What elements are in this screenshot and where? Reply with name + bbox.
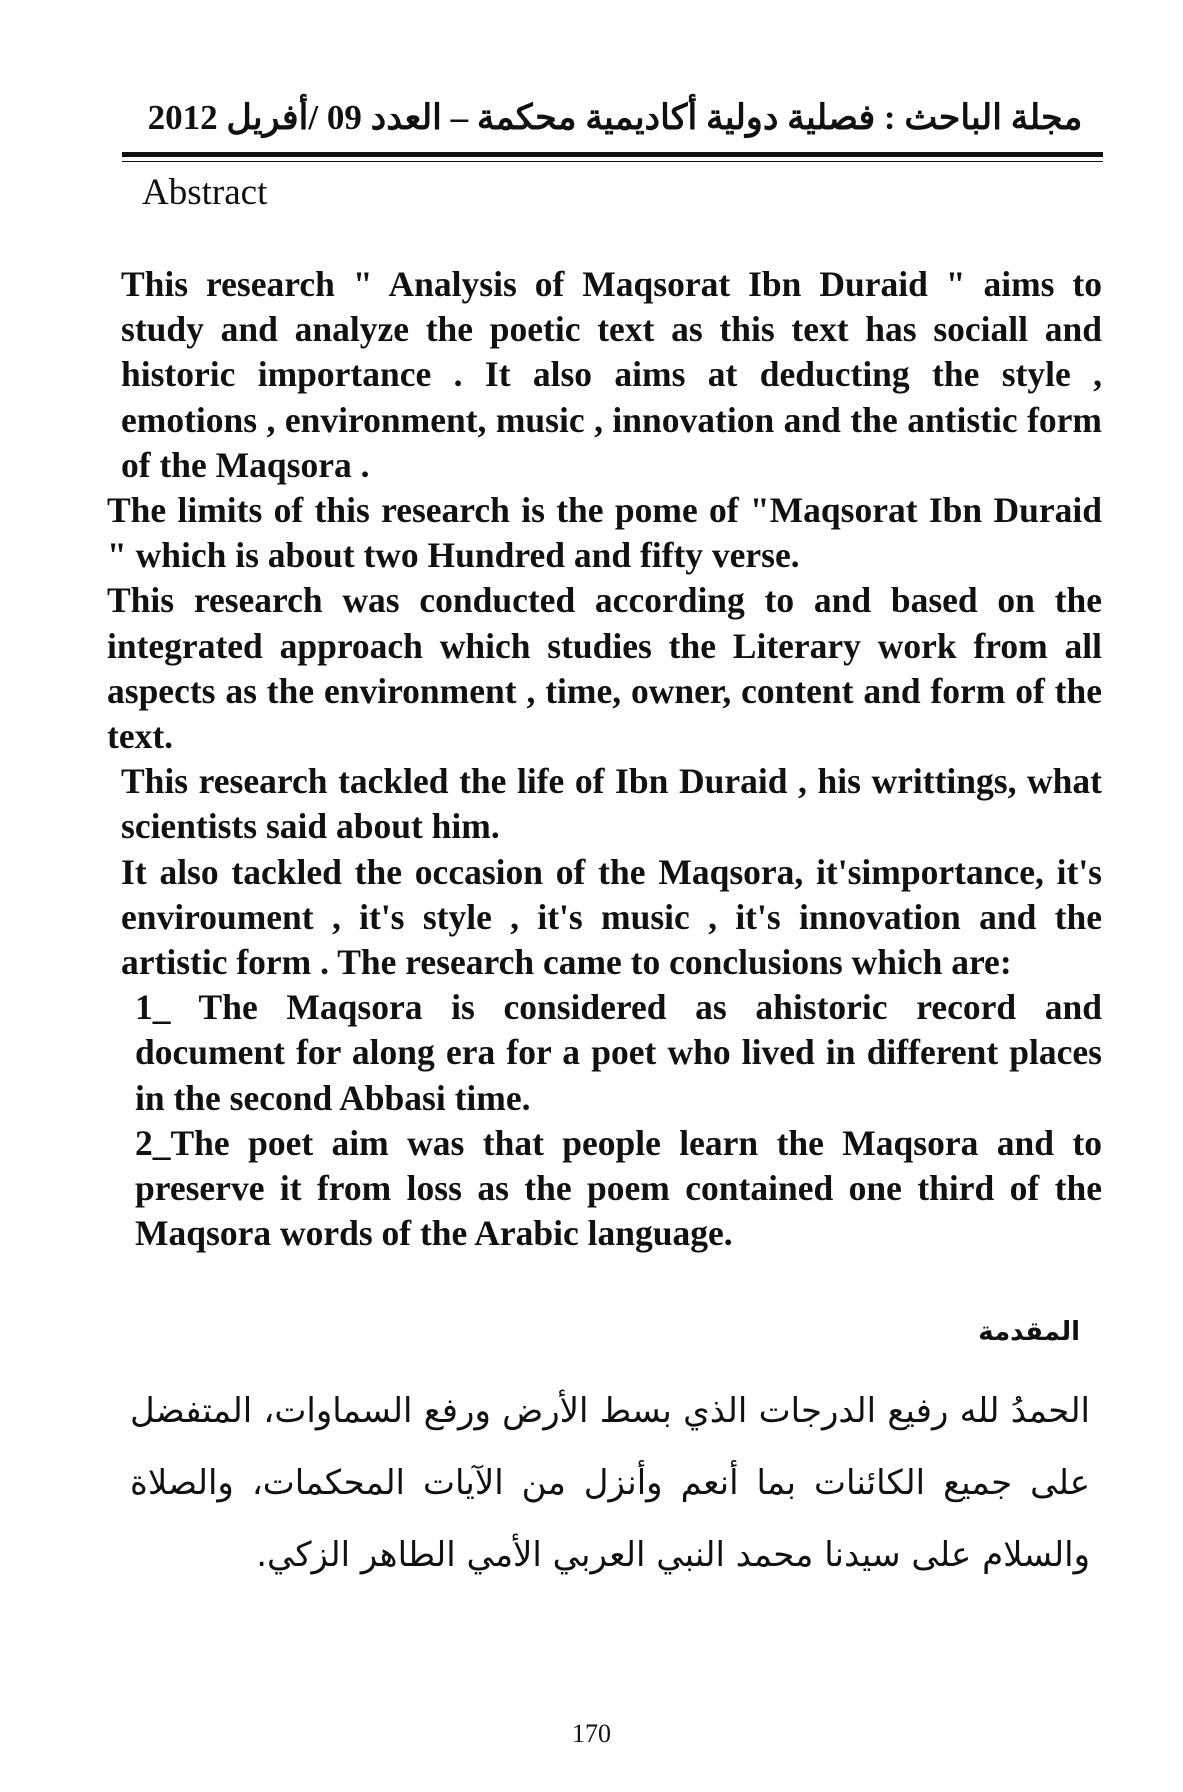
abstract-body bbox=[107, 262, 1102, 1256]
abstract-heading: Abstract bbox=[142, 172, 268, 213]
abstract-conclusion-2: 2_The poet aim was that people learn the Maqsora and to preserve it from loss as the poem contained one third of the Maqsora words of the Arabic language. bbox=[135, 1122, 1102, 1254]
header-divider-thick bbox=[122, 152, 1103, 157]
introduction-heading: المقدمة bbox=[978, 1317, 1080, 1347]
journal-title-line: مجلة الباحث : فصلية دولية أكاديمية محكمة – العدد 09 /أفريل 2012 bbox=[147, 98, 1083, 137]
abstract-paragraph-occasion: It also tackled the occasion of the Maqsora, it'simportance, it's enviroument , it's style , it's music , it's innovation and the artistic form . The research came to conclusions which are: bbox=[121, 851, 1102, 983]
abstract-conclusion-1: 1_ The Maqsora is considered as ahistoric record and document for along era for a poet who lived in different places in the second Abbasi time. bbox=[135, 987, 1102, 1118]
introduction-paragraph: الحمدُ لله رفيع الدرجات الذي بسط الأرض ورفع السماوات، المتفضل على جميع الكائنات بما أنعم وأنزل من الآيات المحكمات، والصلاة والسلام على سيدنا محمد النبي العربي الأمي الطاهر الزكي. bbox=[130, 1391, 1090, 1575]
page-number: 170 bbox=[572, 1719, 611, 1748]
abstract-paragraph-approach: This research was conducted according to and based on the integrated approach which studies the Literary work from all aspects as the environment , time, owner, content and form of the text. bbox=[107, 580, 1102, 757]
introduction-body bbox=[130, 1375, 1090, 1591]
header-divider-thin bbox=[122, 161, 1103, 162]
abstract-paragraph-life: This research tackled the life of Ibn Duraid , his writtings, what scientists said about him. bbox=[121, 761, 1102, 847]
abstract-paragraph-limits: The limits of this research is the pome of "Maqsorat Ibn Duraid " which is about two Hundred and fifty verse. bbox=[107, 490, 1102, 576]
abstract-paragraph-aims: This research " Analysis of Maqsorat Ibn Duraid " aims to study and analyze the poetic text as this text has sociall and historic importance . It also aims at deducting the style , emotions , environment, music , innovation and the antistic form of the Maqsora . bbox=[121, 264, 1102, 485]
journal-header bbox=[147, 88, 1083, 148]
